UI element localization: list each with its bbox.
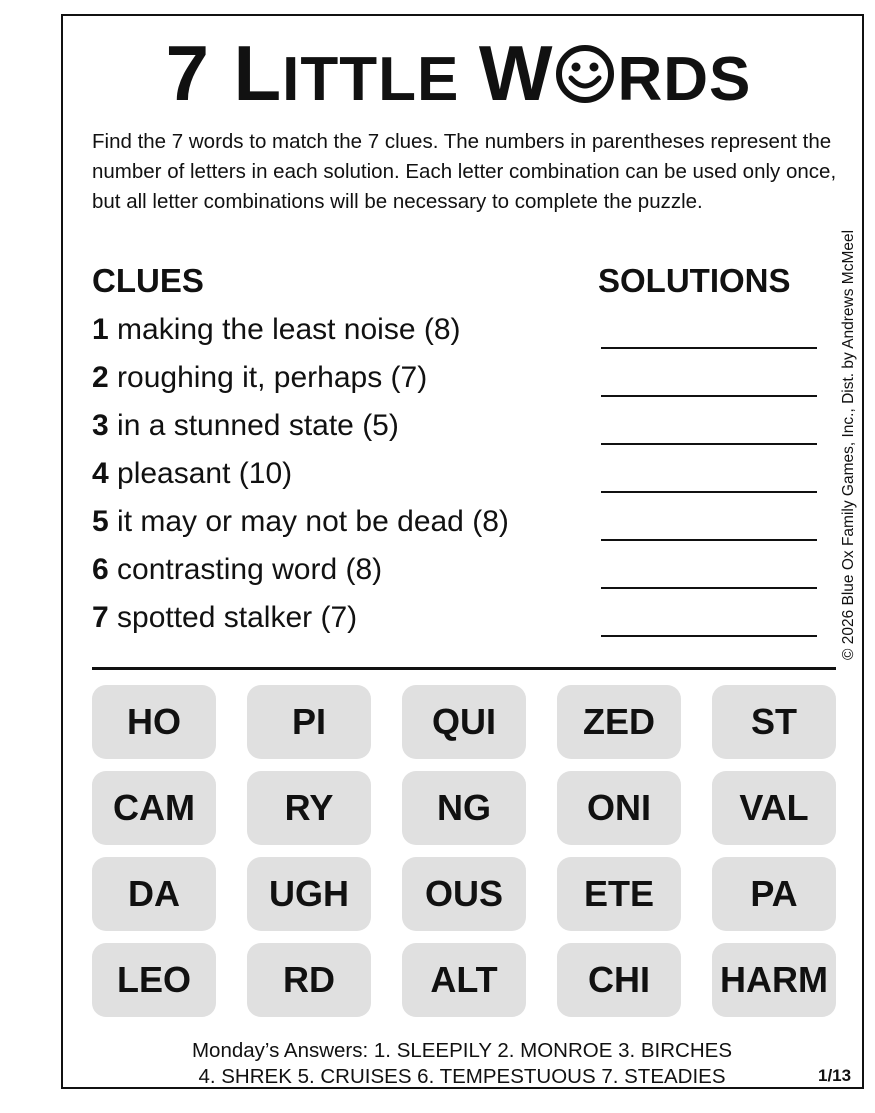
previous-answers-line-2: 4. SHREK 5. CRUISES 6. TEMPESTUOUS 7. STEADIES xyxy=(198,1065,726,1088)
clue-number: 2 xyxy=(92,361,109,394)
letter-tile[interactable]: DA xyxy=(92,857,216,931)
letter-tile[interactable]: HARM xyxy=(712,943,836,1017)
solution-blank-4[interactable] xyxy=(601,491,817,493)
clue-number: 1 xyxy=(92,313,109,346)
clue-2 xyxy=(92,361,427,395)
letter-tile[interactable]: ALT xyxy=(402,943,526,1017)
solution-blank-2[interactable] xyxy=(601,395,817,397)
instructions: Find the 7 words to match the 7 clues. The numbers in parentheses represent the number of letters in each solution. Each letter combination can be used only once, but all letter combinations will be necessary to complete the puzzle. xyxy=(92,130,837,213)
puzzle-title xyxy=(0,28,875,119)
clue-text: roughing it, perhaps (7) xyxy=(108,361,428,394)
letter-tile[interactable]: NG xyxy=(402,771,526,845)
letter-tile[interactable]: QUI xyxy=(402,685,526,759)
clue-number: 7 xyxy=(92,601,109,634)
clue-number: 3 xyxy=(92,409,109,442)
clue-text: spotted stalker (7) xyxy=(108,601,358,634)
clue-number: 5 xyxy=(92,505,109,538)
letter-tile[interactable]: ZED xyxy=(557,685,681,759)
clue-4 xyxy=(92,457,292,491)
solutions-header: SOLUTIONS xyxy=(598,262,791,299)
letter-tile[interactable]: LEO xyxy=(92,943,216,1017)
clue-5 xyxy=(92,505,509,539)
letter-tile[interactable]: RY xyxy=(247,771,371,845)
letter-tile[interactable]: PI xyxy=(247,685,371,759)
clues-header: CLUES xyxy=(92,262,204,299)
title-words-initial: W xyxy=(478,29,554,117)
letter-tile[interactable]: ETE xyxy=(557,857,681,931)
letter-tile[interactable]: CAM xyxy=(92,771,216,845)
solution-blank-3[interactable] xyxy=(601,443,817,445)
clue-3 xyxy=(92,409,399,443)
clue-text: contrasting word (8) xyxy=(108,553,383,586)
smiley-face-icon xyxy=(555,44,615,104)
title-little-rest: ITTLE xyxy=(282,45,460,114)
clue-text: it may or may not be dead (8) xyxy=(108,505,509,538)
letter-tile[interactable]: UGH xyxy=(247,857,371,931)
title-words-rest: RDS xyxy=(617,45,752,114)
previous-answers-line-1: Monday’s Answers: 1. SLEEPILY 2. MONROE 3. BIRCHES xyxy=(191,1039,733,1062)
puzzle-date: 1/13 xyxy=(818,1066,852,1085)
clue-7 xyxy=(92,601,357,635)
previous-answers xyxy=(100,1038,824,1090)
solution-blank-5[interactable] xyxy=(601,539,817,541)
title-seven: 7 xyxy=(165,29,211,117)
solution-blank-1[interactable] xyxy=(601,347,817,349)
tile-grid xyxy=(92,685,836,1017)
clue-text: pleasant (10) xyxy=(108,457,293,490)
letter-tile[interactable]: VAL xyxy=(712,771,836,845)
divider-line xyxy=(92,667,836,670)
clue-text: making the least noise (8) xyxy=(108,313,461,346)
clue-number: 4 xyxy=(92,457,109,490)
solution-blank-7[interactable] xyxy=(601,635,817,637)
letter-tile[interactable]: ST xyxy=(712,685,836,759)
copyright-notice: © 2026 Blue Ox Family Games, Inc., Dist. by Andrews McMeel xyxy=(840,229,857,660)
letter-tile[interactable]: OUS xyxy=(402,857,526,931)
clue-6 xyxy=(92,553,382,587)
letter-tile[interactable]: PA xyxy=(712,857,836,931)
letter-tile[interactable]: ONI xyxy=(557,771,681,845)
letter-tile[interactable]: HO xyxy=(92,685,216,759)
letter-tile[interactable]: CHI xyxy=(557,943,681,1017)
title-little-initial: L xyxy=(233,29,283,117)
clue-1 xyxy=(92,313,461,347)
clue-number: 6 xyxy=(92,553,109,586)
letter-tile[interactable]: RD xyxy=(247,943,371,1017)
solution-blank-6[interactable] xyxy=(601,587,817,589)
clue-text: in a stunned state (5) xyxy=(108,409,399,442)
